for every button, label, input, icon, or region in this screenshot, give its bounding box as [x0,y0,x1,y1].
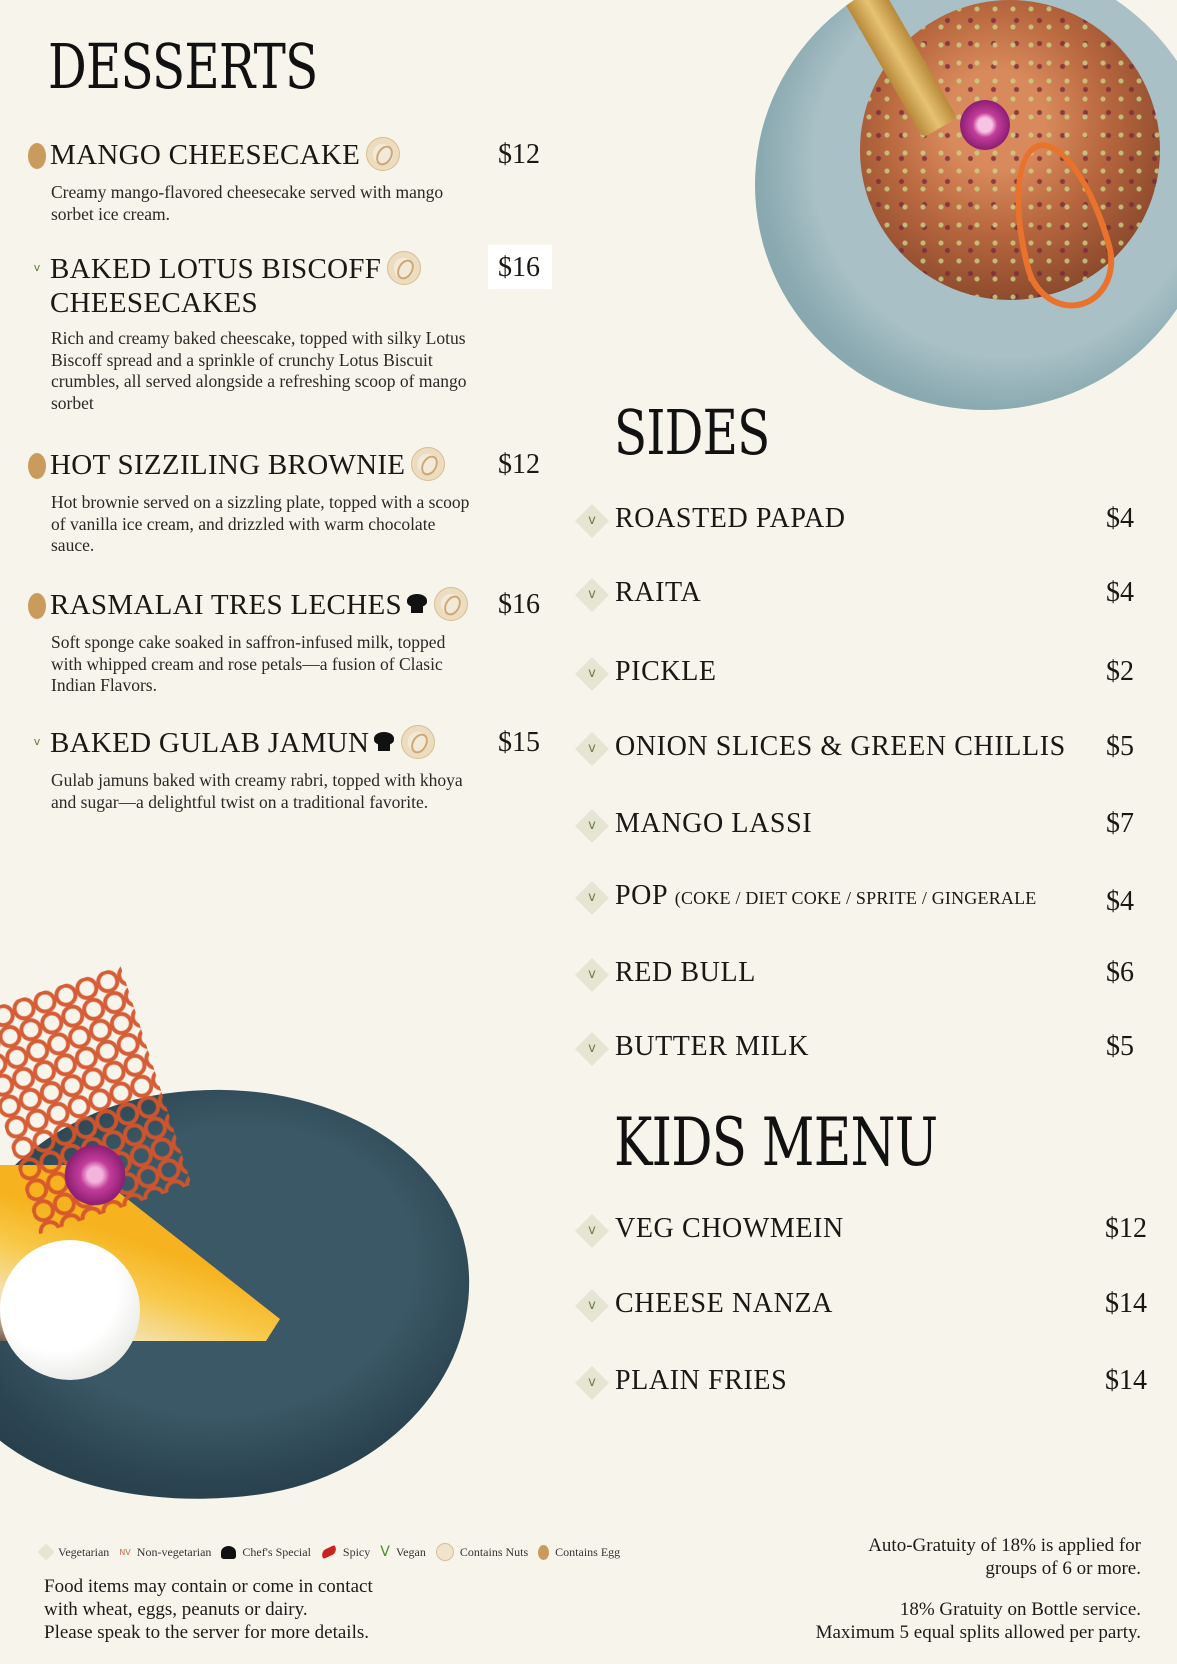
sides-title: SIDES [614,396,770,469]
vegetarian-icon: v [33,735,41,748]
chef-hat-icon [221,1546,236,1559]
vegetarian-icon [38,1544,55,1561]
kids-item-plain-fries [580,1365,1150,1405]
dessert-item-baked-gulab-jamun [28,726,548,813]
dessert-name: MANGO CHEESECAKE [50,139,361,171]
vegetarian-icon: v [575,881,609,915]
side-price: $4 [1106,577,1134,608]
side-item-mango-lassi [580,808,1150,848]
side-name: MANGO LASSI [615,808,813,839]
chili-icon [320,1545,338,1559]
dessert-name: HOT SIZZILING BROWNIE [50,449,406,481]
side-price: $4 [1106,886,1134,917]
dessert-item-sizzling-brownie [28,448,548,557]
kids-price: $14 [1105,1365,1147,1396]
side-item-raita [580,577,1150,617]
egg-icon [538,1545,549,1560]
kids-menu-title: KIDS MENU [614,1104,938,1181]
vegetarian-icon: v [33,261,41,274]
chef-hat-icon [373,732,395,752]
side-subtext: (COKE / DIET COKE / SPRITE / GINGERALE [674,888,1037,908]
allergy-notice: Food items may contain or come in contact with wheat, eggs, peanuts or dairy. Please speak to the server for more details. [44,1576,373,1643]
legend-nuts: Contains Nuts [459,1544,529,1559]
dessert-name-line2: CHEESECAKES [50,287,258,320]
legend-chefs-special: Chef's Special [242,1544,311,1559]
dessert-description: Rich and creamy baked cheescake, topped with silky Lotus Biscoff spread and a sprinkle of crunchy Lotus Biscuit crumbles, all served alongside a refreshing scoop of mango sorbet [51,328,467,413]
kids-name: PLAIN FRIES [615,1365,788,1396]
dessert-price: $15 [498,727,540,758]
vegan-icon: V [380,1544,390,1560]
side-price: $2 [1106,656,1134,687]
legend-spicy: Spicy [342,1544,371,1559]
kids-item-veg-chowmein [580,1213,1150,1253]
chef-hat-icon [406,594,428,614]
legend-egg: Contains Egg [555,1544,621,1559]
side-item-butter-milk [580,1031,1150,1071]
gratuity-notice: Auto-Gratuity of 18% is applied for groups of 6 or more. [868,1535,1141,1579]
non-vegetarian-icon: NV [119,1547,131,1557]
side-name: ROASTED PAPAD [615,503,846,534]
kids-item-cheese-nanza [580,1288,1150,1328]
dessert-name: RASMALAI TRES LECHES [50,589,402,621]
dessert-name: BAKED GULAB JAMUN [50,727,370,759]
nuts-icon [411,447,445,481]
dessert-price: $12 [498,449,540,480]
side-name: ONION SLICES & GREEN CHILLIS [615,731,1066,762]
side-item-red-bull [580,957,1150,997]
vegetarian-icon: v [575,1366,609,1400]
bottle-service-notice: 18% Gratuity on Bottle service. Maximum 5 equal splits allowed per party. [815,1599,1141,1643]
vegetarian-icon: v [575,1032,609,1066]
dessert-item-rasmalai-tres-leches [28,588,548,697]
side-item-onion-slices [580,731,1150,771]
legend-vegetarian: Vegetarian [58,1544,110,1559]
side-item-pickle [580,656,1150,696]
vegetarian-icon: v [575,504,609,538]
legend-non-vegetarian: Non-vegetarian [136,1544,212,1559]
flower-garnish [960,100,1010,150]
nuts-icon [366,137,400,171]
vegetarian-icon: v [575,657,609,691]
desserts-title: DESSERTS [48,30,318,103]
vegetarian-icon: v [575,1214,609,1248]
vegetarian-icon: v [575,809,609,843]
nuts-icon [436,1543,454,1561]
dessert-price: $16 [498,252,540,283]
side-name: BUTTER MILK [615,1031,810,1062]
side-name: RAITA [615,577,702,608]
nuts-icon [434,587,468,621]
legend [40,1540,620,1564]
side-item-pop [580,880,1150,920]
dessert-price: $16 [498,589,540,620]
side-price: $6 [1106,957,1134,988]
side-price: $4 [1106,503,1134,534]
nuts-icon [387,251,421,285]
side-name: RED BULL [615,957,756,988]
legend-vegan: Vegan [395,1544,426,1559]
side-price: $7 [1106,808,1134,839]
kids-price: $14 [1105,1288,1147,1319]
dessert-item-lotus-biscoff [28,252,548,414]
side-price: $5 [1106,1031,1134,1062]
ice-cream-scoop [0,1240,140,1380]
side-name: PICKLE [615,656,717,687]
vegetarian-icon: v [575,1289,609,1323]
dessert-description: Soft sponge cake soaked in saffron-infused milk, topped with whipped cream and rose petals—a fusion of Clasic Indian Flavors. [51,632,446,696]
dessert-name-line1: BAKED LOTUS BISCOFF [50,253,382,285]
side-price: $5 [1106,731,1134,762]
dessert-description: Creamy mango-flavored cheesecake served with mango sorbet ice cream. [51,182,444,224]
vegetarian-icon: v [575,578,609,612]
nuts-icon [401,725,435,759]
kids-name: VEG CHOWMEIN [615,1213,844,1244]
side-item-roasted-papad [580,503,1150,543]
flower-garnish-bottom [60,1140,130,1210]
side-name: POP [615,880,668,911]
dessert-price: $12 [498,139,540,170]
vegetarian-icon: v [575,732,609,766]
dessert-photo-top [755,0,1177,410]
kids-name: CHEESE NANZA [615,1288,833,1319]
dessert-description: Gulab jamuns baked with creamy rabri, topped with khoya and sugar—a delightful twist on a traditional favorite. [51,770,463,812]
kids-price: $12 [1105,1213,1147,1244]
dessert-item-mango-cheesecake [28,138,548,225]
dessert-description: Hot brownie served on a sizzling plate, topped with a scoop of vanilla ice cream, and drizzled with warm chocolate sauce. [51,492,470,556]
vegetarian-icon: v [575,958,609,992]
